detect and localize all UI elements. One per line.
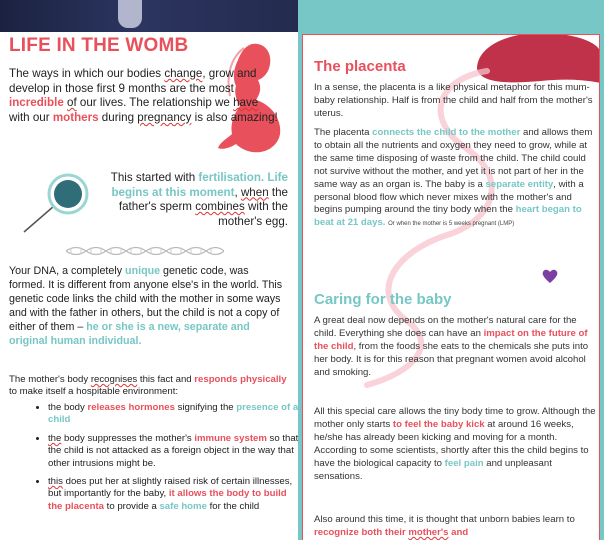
intro-paragraph: The ways in which our bodies change, grow and develop in those first 9 months are the most incredible of our lives. The relationship we have with our mothers during pregnancy is also amazing! — [9, 67, 278, 124]
list-item: • the body releases hormones signifying the presence of a child — [48, 402, 298, 427]
list-item: • this does put her at slightly raised risk of certain illnesses, but importantly for the baby, it allows the body to build the placenta to provide a safe home for the child — [48, 476, 298, 513]
caring-recognition-paragraph: Also around this time, it is thought that unborn babies learn to recognize both their mother's and — [314, 514, 575, 538]
placenta-intro-paragraph: In a sense, the placenta is a like physical metaphor for this mum-baby relationship. Half is from the child and half from the mother's uterus. — [314, 82, 593, 119]
page-title: LIFE IN THE WOMB — [9, 35, 189, 56]
heart-icon — [541, 267, 559, 285]
caring-paragraph: A great deal now depends on the mother's natural care for the child. Everything she does can have an impact on the future of the child, from the foods she eats to the chemicals she puts into her body. It is for this reason that pregnant women avoid alcohol and smoking. — [314, 315, 589, 378]
placenta-paragraph: The placenta connects the child to the mother and allows them to obtain all the nutrients and oxygen they need to grow, while at the same time disposing of waste from the child. The child could not survive without the mother, and yet it is not part of her in the same way as an organ is. The baby is a separate entity, with a personal blood flow which never mixes with the mother's and begins pumping around the tiny body when the heart began to beat at 21 days. Or when the mother is 5 weeks pregnant (LMP) — [314, 127, 593, 229]
header-photo-strip — [0, 0, 298, 32]
egg-and-sperm-icon — [18, 172, 100, 236]
caring-growth-paragraph: All this special care allows the tiny body time to grow. Although the mother only starts to feel the baby kick at around 16 weeks, he/she has already been kicking and moving for a month. According to some scientists, shortly after this the child begins to have the biological capacity to feel pain and unpleasant sensations. — [314, 406, 596, 482]
placenta-heading: The placenta — [314, 58, 406, 75]
photo-detail — [118, 0, 142, 28]
header-teal-band — [298, 0, 604, 32]
left-column — [0, 32, 298, 540]
caring-heading: Caring for the baby — [314, 291, 452, 308]
right-column — [298, 32, 604, 540]
dna-paragraph: Your DNA, a completely unique genetic code, was formed. It is different from anyone else's in the world. This genetic code links the child with the mother in some ways and with the father in others, but the child is not a copy of either of them – he or she is a new, separate and original human individual. — [9, 265, 283, 348]
body-response-list — [26, 402, 298, 519]
list-item: • the body suppresses the mother's immune system so that the child is not attacked as a foreign object in the way that other intrusions might be. — [48, 433, 298, 470]
dna-strand-divider — [66, 244, 224, 258]
body-response-paragraph: The mother's body recognises this fact and responds physically to make itself a hospitable environment: — [9, 374, 287, 398]
right-panel — [302, 34, 600, 540]
fertilisation-paragraph: This started with fertilisation. Life begins at this moment, when the father's sperm combines with the mother's egg. — [110, 171, 288, 228]
